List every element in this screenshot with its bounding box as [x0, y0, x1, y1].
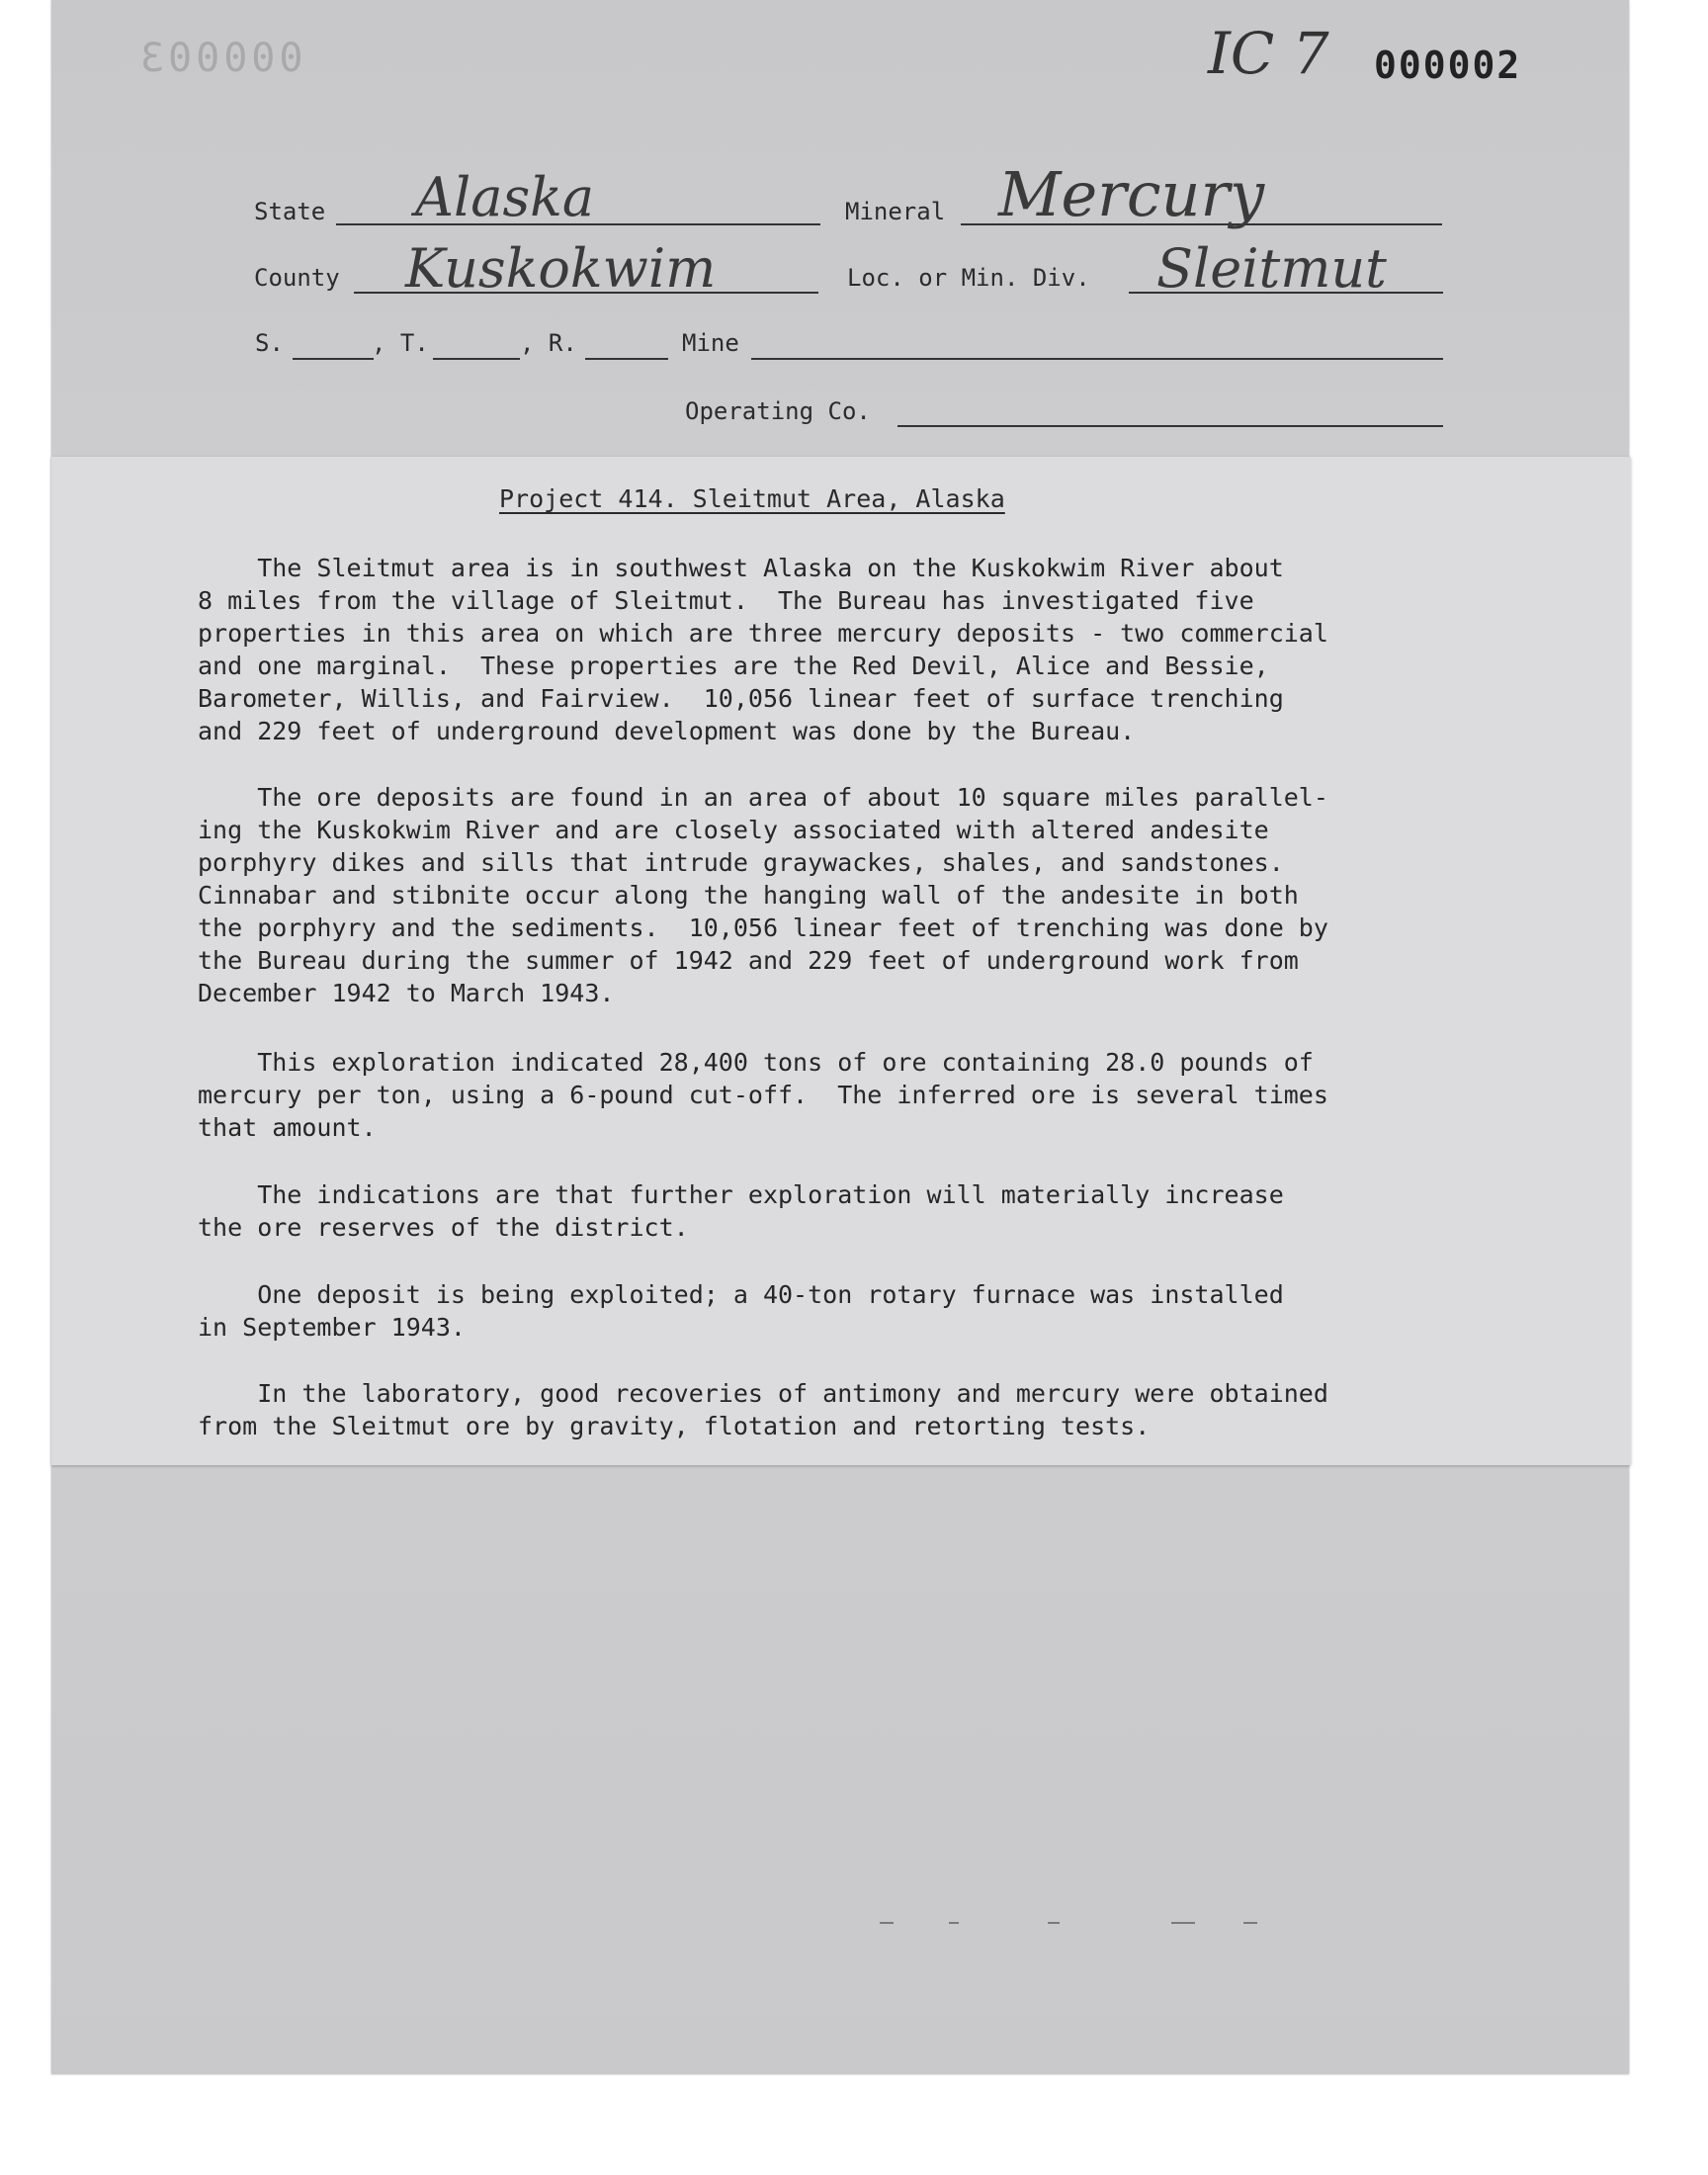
- project-title: Project 414. Sleitmut Area, Alaska: [499, 484, 1005, 513]
- mine-line: [751, 358, 1443, 360]
- loc-div-value: Sleitmut: [1156, 237, 1387, 300]
- ghost-stamp-number: 000003: [136, 36, 303, 81]
- paragraph-5: One deposit is being exploited; a 40-ton rotary furnace was installed in September 1943.: [198, 1280, 1284, 1342]
- county-value: Kuskokwim: [405, 237, 717, 300]
- paragraph-6: In the laboratory, good recoveries of antimony and mercury were obtained from the Sleitmut ore by gravity, flotation and retorting tests.: [198, 1379, 1328, 1440]
- paragraph-2: The ore deposits are found in an area of about 10 square miles parallel- ing the Kuskokwim River and are closely associated with altered andesite porphyry dikes and sills that intrude graywackes, shales, and sandstones. Cinnabar and stibnite occur along the hanging wall of the andesite in both the porphyry and the sediments. 10,056 linear feet of trenching was done by the Bureau during the summer of 1942 and 229 feet of underground work from December 1942 to March 1943.: [198, 783, 1328, 1007]
- section-line: [293, 358, 374, 360]
- paragraph-1: The Sleitmut area is in southwest Alaska on the Kuskokwim River about 8 miles from the village of Sleitmut. The Bureau has investigated five properties in this area on which are three mercury deposits - two commercial and one marginal. These properties are the Red Devil, Alice and Bessie, Barometer, Willis, and Fairview. 10,056 linear feet of surface trenching and 229 feet of underground development was done by the Bureau.: [198, 554, 1328, 745]
- paragraph-4: The indications are that further exploration will materially increase the ore reserves of the district.: [198, 1180, 1284, 1242]
- scan-mark: [1171, 1922, 1195, 1924]
- scan-mark: [1048, 1922, 1060, 1924]
- mineral-label: Mineral: [845, 198, 946, 225]
- state-value: Alaska: [415, 166, 595, 228]
- mineral-value: Mercury: [998, 158, 1265, 230]
- operating-co-label: Operating Co.: [685, 397, 871, 425]
- scan-mark: [949, 1922, 959, 1924]
- section-label: S.: [255, 329, 284, 357]
- county-label: County: [254, 264, 340, 292]
- scan-mark: [1243, 1922, 1257, 1924]
- state-label: State: [254, 198, 326, 225]
- range-label: , R.: [520, 329, 577, 357]
- document-id-number: 000002: [1374, 44, 1522, 87]
- township-line: [433, 358, 520, 360]
- scan-mark: [880, 1922, 894, 1924]
- mine-label: Mine: [682, 329, 739, 357]
- loc-div-label: Loc. or Min. Div.: [847, 264, 1090, 292]
- document-id-handwritten: IC 7: [1208, 20, 1329, 87]
- operating-co-line: [897, 425, 1443, 427]
- paragraph-3: This exploration indicated 28,400 tons of ore containing 28.0 pounds of mercury per ton, using a 6-pound cut-off. The inferred ore is several times that amount.: [198, 1048, 1328, 1142]
- township-label: , T.: [372, 329, 429, 357]
- range-line: [585, 358, 668, 360]
